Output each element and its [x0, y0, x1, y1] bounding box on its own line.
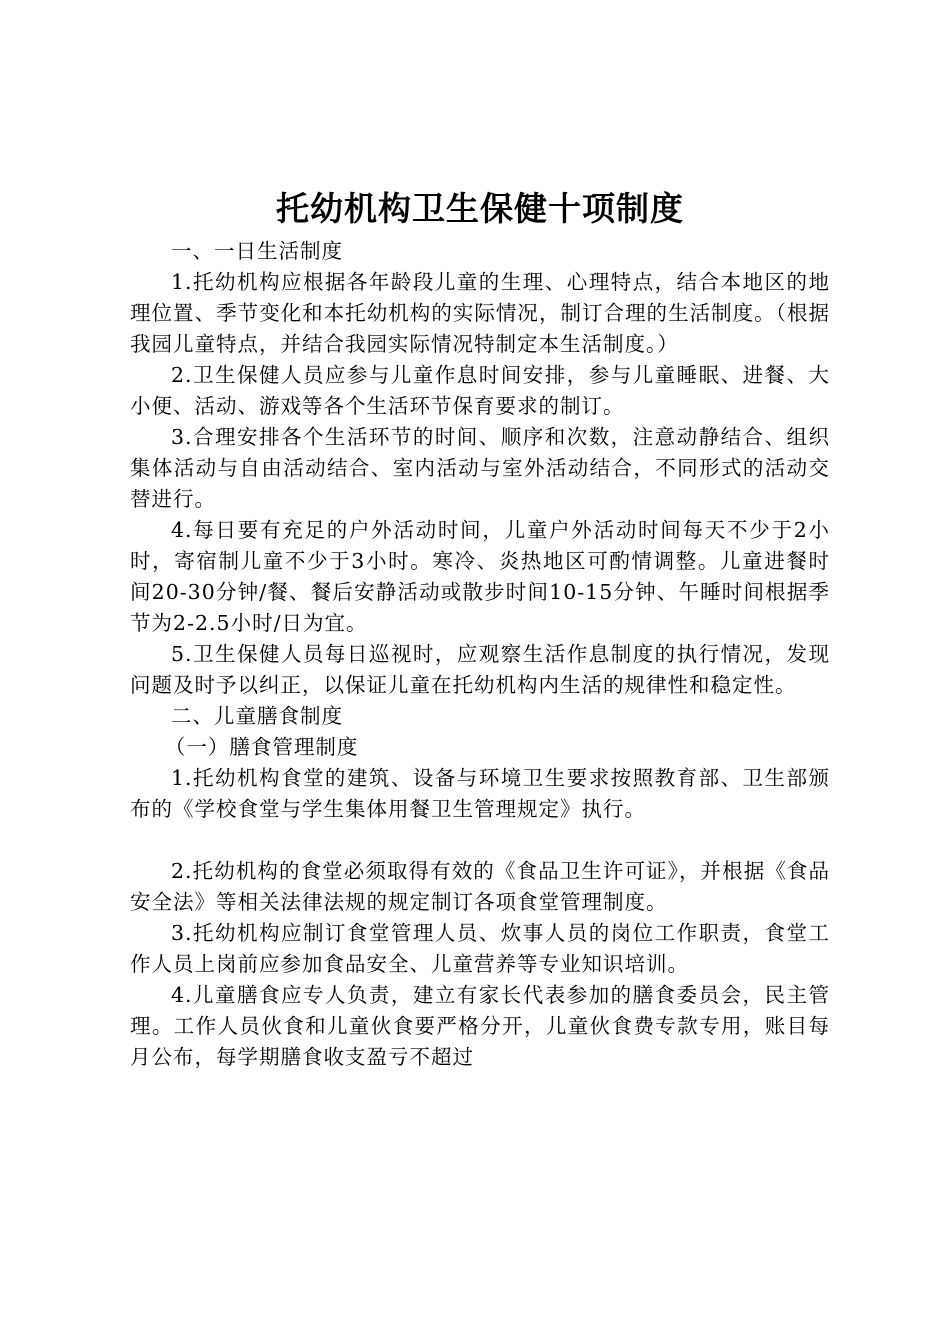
- document-title: 托幼机构卫生保健十项制度: [276, 189, 684, 228]
- paragraph-2-2: 2.托幼机构的食堂必须取得有效的《食品卫生许可证》，并根据《食品安全法》等相关法律法规的规定制订各项食堂管理制度。: [130, 859, 830, 914]
- paragraph-1-4: 4.每日要有充足的户外活动时间，儿童户外活动时间每天不少于2小时，寄宿制儿童不少于3小时。寒冷、炎热地区可酌情调整。儿童进餐时间20-30分钟/餐、餐后安静活动或散步时间10-15分钟、午睡时间根据季节为2-2.5小时/日为宜。: [130, 518, 830, 635]
- paragraph-2-4: 4.儿童膳食应专人负责，建立有家长代表参加的膳食委员会，民主管理。工作人员伙食和儿童伙食要严格分开，儿童伙食费专款专用，账目每月公布，每学期膳食收支盈亏不超过: [130, 983, 830, 1069]
- section-heading-daily-routine: 一、一日生活制度: [171, 239, 343, 263]
- paragraph-2-3: 3.托幼机构应制订食堂管理人员、炊事人员的岗位工作职责，食堂工作人员上岗前应参加食品安全、儿童营养等专业知识培训。: [130, 921, 830, 976]
- document-page: [130, 186, 830, 1073]
- paragraph-1-5: 5.卫生保健人员每日巡视时，应观察生活作息制度的执行情况，发现问题及时予以纠正，以保证儿童在托幼机构内生活的规律性和稳定性。: [130, 642, 830, 697]
- paragraph-1-3: 3.合理安排各个生活环节的时间、顺序和次数，注意动静结合、组织集体活动与自由活动结合、室内活动与室外活动结合，不同形式的活动交替进行。: [130, 425, 830, 511]
- paragraph-1-1: 1.托幼机构应根据各年龄段儿童的生理、心理特点，结合本地区的地理位置、季节变化和本托幼机构的实际情况，制订合理的生活制度。（根据我园儿童特点，并结合我园实际情况特制定本生活制度。）: [130, 270, 830, 356]
- section-heading-diet: 二、儿童膳食制度: [171, 704, 343, 728]
- paragraph-1-2: 2.卫生保健人员应参与儿童作息时间安排，参与儿童睡眠、进餐、大小便、活动、游戏等各个生活环节保育要求的制订。: [130, 363, 830, 418]
- subsection-heading-diet-management: （一）膳食管理制度: [164, 735, 359, 759]
- paragraph-2-1: 1.托幼机构食堂的建筑、设备与环境卫生要求按照教育部、卫生部颁布的《学校食堂与学生集体用餐卫生管理规定》执行。: [130, 766, 830, 821]
